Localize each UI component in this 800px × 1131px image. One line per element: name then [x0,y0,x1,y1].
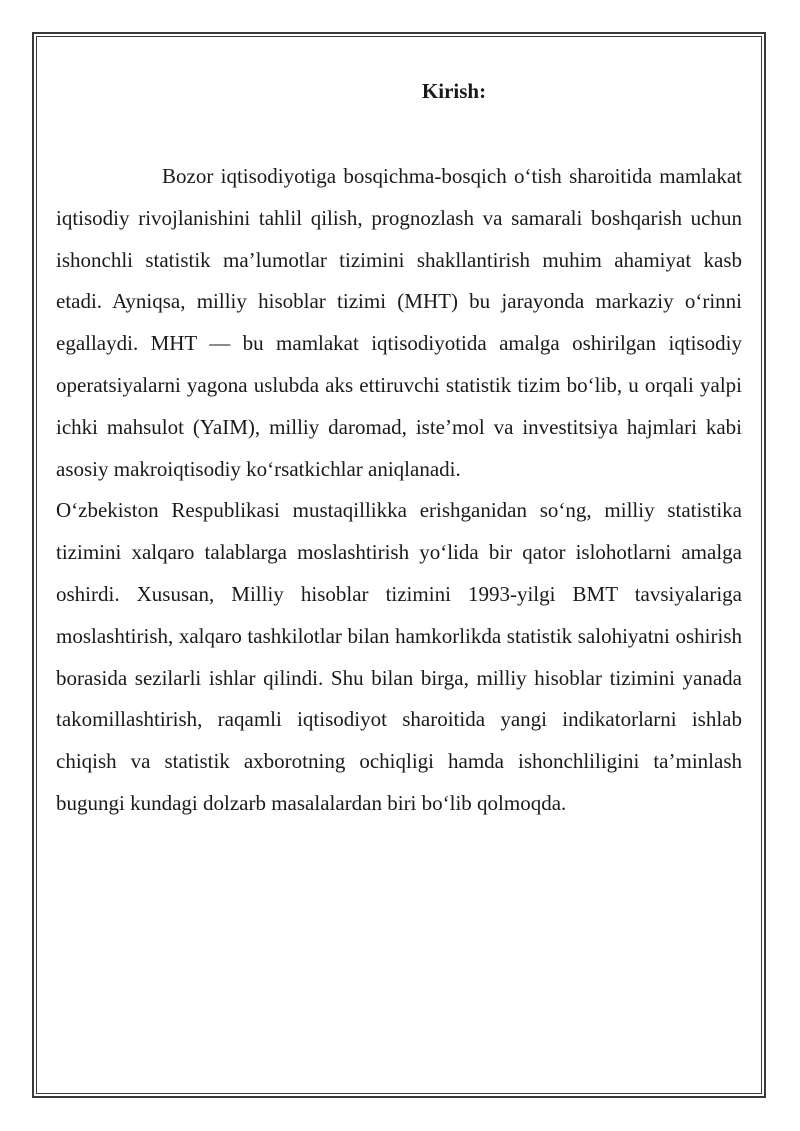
document-body [56,74,742,825]
section-title: Kirish: [421,79,487,103]
paragraph-intro: Bozor iqtisodiyotiga bosqichma-bosqich o‘tish sharoitida mamlakat iqtisodiy rivojlanishini tahlil qilish, prognozlash va samarali boshqarish uchun ishonchli statistik ma’lumotlar tizimini shakllantirish muhim ahamiyat kasb etadi. Ayniqsa, milliy hisoblar tizimi (MHT) bu jarayonda markaziy o‘rinni egallaydi. MHT — bu mamlakat iqtisodiyotida amalga oshirilgan iqtisodiy operatsiyalarni yagona uslubda aks ettiruvchi statistik tizim bo‘lib, u orqali yalpi ichki mahsulot (YaIM), milliy daromad, iste’mol va investitsiya hajmlari kabi asosiy makroiqtisodiy ko‘rsatkichlar aniqlanadi. [56,164,742,481]
paragraph-uzbekistan: O‘zbekiston Respublikasi mustaqillikka erishganidan so‘ng, milliy statistika tizimini xalqaro talablarga moslashtirish yo‘lida bir qator islohotlarni amalga oshirdi. Xususan, Milliy hisoblar tizimini 1993-yilgi BMT tavsiyalariga moslashtirish, xalqaro tashkilotlar bilan hamkorlikda statistik salohiyatni oshirish borasida sezilarli ishlar qilindi. Shu bilan birga, milliy hisoblar tizimini yanada takomillashtirish, raqamli iqtisodiyot sharoitida yangi indikatorlarni ishlab chiqish va statistik axborotning ochiqligi hamda ishonchliligini ta’minlash bugungi kundagi dolzarb masalalardan biri bo‘lib qolmoqda. [56,498,742,815]
